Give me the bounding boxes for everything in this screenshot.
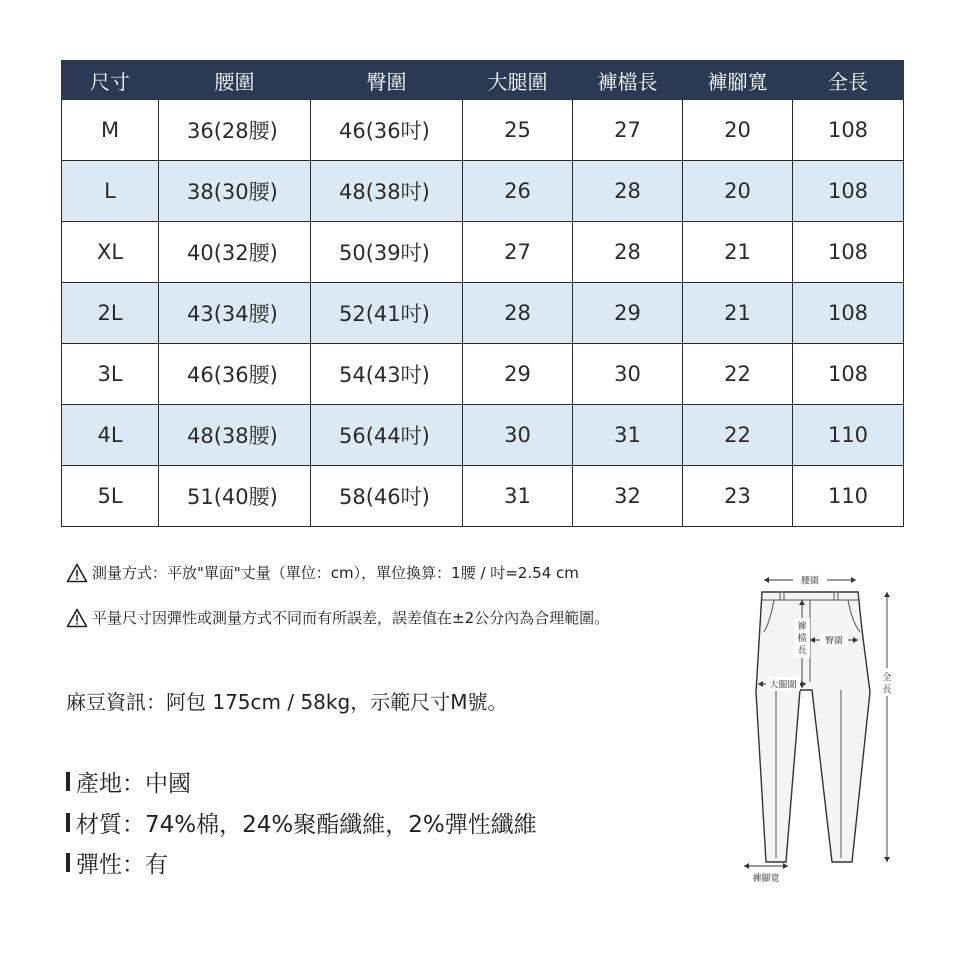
- table-cell-crotch: 30: [573, 344, 683, 405]
- bullet-bar: [66, 772, 70, 791]
- table-cell-crotch: 29: [573, 283, 683, 344]
- waist-label: 腰圍: [800, 576, 820, 587]
- full-length-char-2: 長: [882, 685, 892, 695]
- spec-material-text: 材質：74%棉，24%聚酯纖維，2%彈性纖維: [76, 812, 537, 838]
- table-cell-hip: 48(38吋): [311, 161, 463, 222]
- full-length-char-1: 全: [882, 673, 892, 683]
- hip-label: 臀圍: [824, 636, 844, 647]
- pants-measurement-diagram: [730, 570, 910, 890]
- full-length-measure: [880, 592, 894, 862]
- measure-note: [66, 562, 579, 583]
- measure-note-text: 測量方式：平放"單面"丈量（單位：cm），單位換算：1腰 / 吋=2.54 cm: [92, 564, 579, 582]
- table-cell-hem: 22: [683, 344, 793, 405]
- table-cell-thigh: 25: [463, 100, 573, 161]
- pants-illustration: [756, 592, 870, 862]
- table-cell-hip: 54(43吋): [311, 344, 463, 405]
- header-full-length: 全長: [793, 61, 904, 100]
- table-cell-hem: 20: [683, 161, 793, 222]
- header-thigh: 大腿圍: [463, 61, 573, 100]
- table-cell-waist: 51(40腰): [159, 466, 311, 527]
- table-cell-hem: 20: [683, 100, 793, 161]
- table-cell-waist: 38(30腰): [159, 161, 311, 222]
- table-cell-thigh: 30: [463, 405, 573, 466]
- size-table: [61, 60, 904, 527]
- hem-label: 褲腳寬: [752, 874, 780, 884]
- header-crotch-length: 褲檔長: [573, 61, 683, 100]
- table-cell-thigh: 27: [463, 222, 573, 283]
- table-cell-full: 108: [793, 161, 904, 222]
- header-hem-width: 褲腳寬: [683, 61, 793, 100]
- table-row: [62, 100, 904, 161]
- table-cell-hip: 52(41吋): [311, 283, 463, 344]
- table-cell-size: M: [62, 100, 159, 161]
- spec-material: [66, 806, 537, 839]
- table-cell-thigh: 28: [463, 283, 573, 344]
- table-cell-size: 2L: [62, 283, 159, 344]
- tolerance-note-text: 平量尺寸因彈性或測量方式不同而有所誤差，誤差值在±2公分內為合理範圍。: [92, 609, 610, 627]
- table-row: [62, 222, 904, 283]
- table-cell-waist: 43(34腰): [159, 283, 311, 344]
- table-cell-full: 108: [793, 344, 904, 405]
- warning-triangle-icon: [66, 563, 88, 583]
- spec-origin-text: 產地：中國: [76, 771, 191, 797]
- table-cell-crotch: 28: [573, 222, 683, 283]
- spec-elasticity: [66, 846, 168, 879]
- table-cell-hip: 50(39吋): [311, 222, 463, 283]
- table-row: [62, 344, 904, 405]
- waist-measure: [764, 573, 856, 587]
- table-cell-hip: 46(36吋): [311, 100, 463, 161]
- table-cell-full: 108: [793, 100, 904, 161]
- crotch-label-char-1: 褲: [797, 622, 807, 632]
- table-header-row: [62, 61, 904, 100]
- spec-elasticity-text: 彈性：有: [76, 852, 168, 878]
- table-cell-size: L: [62, 161, 159, 222]
- table-cell-crotch: 31: [573, 405, 683, 466]
- table-cell-full: 108: [793, 283, 904, 344]
- table-cell-hem: 23: [683, 466, 793, 527]
- header-waist: 腰圍: [159, 61, 311, 100]
- table-cell-thigh: 29: [463, 344, 573, 405]
- table-cell-waist: 48(38腰): [159, 405, 311, 466]
- table-cell-hem: 22: [683, 405, 793, 466]
- crotch-label-char-3: 長: [797, 646, 807, 656]
- table-cell-hem: 21: [683, 222, 793, 283]
- table-cell-crotch: 27: [573, 100, 683, 161]
- table-cell-waist: 40(32腰): [159, 222, 311, 283]
- thigh-label: 大腿圍: [769, 680, 797, 691]
- bullet-bar: [66, 853, 70, 872]
- table-row: [62, 466, 904, 527]
- table-row: [62, 405, 904, 466]
- table-cell-hem: 21: [683, 283, 793, 344]
- spec-origin: [66, 765, 191, 798]
- bullet-bar: [66, 813, 70, 832]
- table-cell-size: 4L: [62, 405, 159, 466]
- table-cell-hip: 58(46吋): [311, 466, 463, 527]
- hem-width-measure: [744, 863, 788, 884]
- header-hip: 臀圍: [311, 61, 463, 100]
- table-cell-hip: 56(44吋): [311, 405, 463, 466]
- table-cell-crotch: 32: [573, 466, 683, 527]
- table-cell-size: 5L: [62, 466, 159, 527]
- table-cell-thigh: 26: [463, 161, 573, 222]
- header-size: 尺寸: [62, 61, 159, 100]
- table-row: [62, 161, 904, 222]
- table-cell-size: 3L: [62, 344, 159, 405]
- table-cell-full: 110: [793, 405, 904, 466]
- table-cell-waist: 36(28腰): [159, 100, 311, 161]
- table-cell-thigh: 31: [463, 466, 573, 527]
- crotch-label-char-2: 檔: [797, 634, 807, 644]
- table-cell-crotch: 28: [573, 161, 683, 222]
- model-info: 麻豆資訊：阿包 175cm / 58kg，示範尺寸M號。: [66, 690, 508, 714]
- table-cell-size: XL: [62, 222, 159, 283]
- tolerance-note: [66, 607, 609, 628]
- table-cell-waist: 46(36腰): [159, 344, 311, 405]
- warning-triangle-icon: [66, 608, 88, 628]
- table-cell-full: 110: [793, 466, 904, 527]
- table-row: [62, 283, 904, 344]
- table-cell-full: 108: [793, 222, 904, 283]
